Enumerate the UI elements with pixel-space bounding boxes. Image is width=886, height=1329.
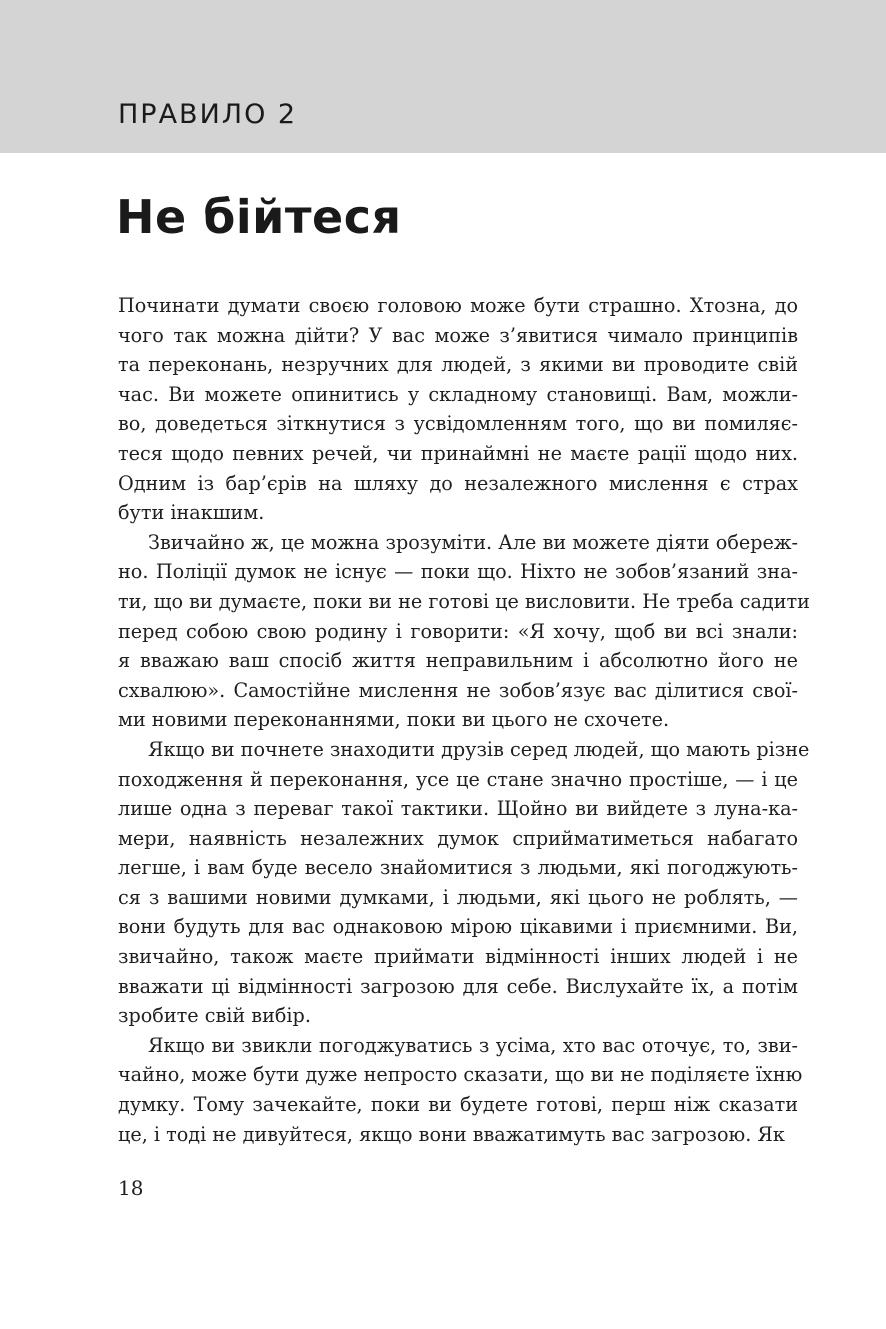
text-line: Звичайно ж, це можна зрозуміти. Але ви можете діяти обереж- (148, 530, 798, 554)
text-line: схвалюю». Самостійне мислення не зобов’язує вас ділитися свої- (118, 678, 798, 702)
text-line: перед собою свою родину і говорити: «Я хочу, щоб ви всі знали: (118, 619, 798, 643)
text-line: вважати ці відмінності загрозою для себе. Вислухайте їх, а потім (118, 974, 798, 998)
text-line: вони будуть для вас однаковою мірою цікавими і приємними. Ви, (118, 915, 798, 939)
text-line: во, доведеться зіткнутися з усвідомленням того, що ви помиляє- (118, 412, 798, 436)
text-line: мери, наявність незалежних думок сприйматиметься набагато (118, 826, 798, 850)
text-line: чайно, може бути дуже непросто сказати, що ви не поділяєте їхню (118, 1063, 803, 1087)
text-line: ми новими переконаннями, поки ви цього не схочете. (118, 708, 670, 732)
text-line: ти, що ви думаєте, поки ви не готові це висловити. Не треба садити (118, 589, 810, 613)
text-line: теся щодо певних речей, чи принаймні не маєте рації щодо них. (118, 441, 798, 465)
text-line: но. Поліції думок не існує — поки що. Ніхто не зобов’язаний зна- (118, 560, 798, 584)
text-line: бути інакшим. (118, 501, 265, 525)
text-line: лише одна з переваг такої тактики. Щойно ви вийдете з луна-ка- (118, 797, 798, 821)
paragraph (118, 528, 810, 735)
text-line: походження й переконання, усе це стане значно простіше, — і це (118, 767, 798, 791)
chapter-header-band (0, 0, 886, 153)
text-line: ся з вашими новими думками, і людьми, які цього не роблять, — (118, 885, 798, 909)
text-line: Якщо ви почнете знаходити друзів серед людей, що мають різне (148, 737, 810, 761)
text-line: думку. Тому зачекайте, поки ви будете готові, перш ніж сказати (118, 1093, 798, 1117)
text-line: це, і тоді не дивуйтеся, якщо вони вважатимуть вас загрозою. Як (118, 1122, 785, 1146)
text-line: час. Ви можете опинитись у складному становищі. Вам, можли- (118, 382, 798, 406)
paragraph (118, 1031, 803, 1149)
page-number: 18 (118, 1176, 144, 1200)
rule-label: ПРАВИЛО 2 (118, 99, 298, 130)
text-line: Одним із бар’єрів на шляху до незалежного мислення є страх (118, 471, 798, 495)
text-line: Починати думати своєю головою може бути страшно. Хтозна, до (118, 294, 798, 317)
text-line: я вважаю ваш спосіб життя неправильним і абсолютно його не (118, 649, 798, 673)
text-line: Якщо ви звикли погоджуватись з усіма, хто вас оточує, то, зви- (148, 1033, 798, 1057)
text-line: чого так можна дійти? У вас може з’явитися чимало принципів (118, 323, 798, 347)
text-line: та переконань, незручних для людей, з якими ви проводите свій (118, 353, 798, 377)
text-line: звичайно, також маєте приймати відмінності інших людей і не (118, 945, 798, 969)
text-line: легше, і вам буде весело знайомитися з людьми, які погоджують- (118, 856, 798, 880)
text-line: зробите свій вибір. (118, 1004, 311, 1028)
chapter-title: Не бійтеся (116, 190, 402, 244)
paragraph (118, 291, 798, 528)
body-text (118, 291, 810, 1149)
paragraph (118, 735, 810, 1031)
